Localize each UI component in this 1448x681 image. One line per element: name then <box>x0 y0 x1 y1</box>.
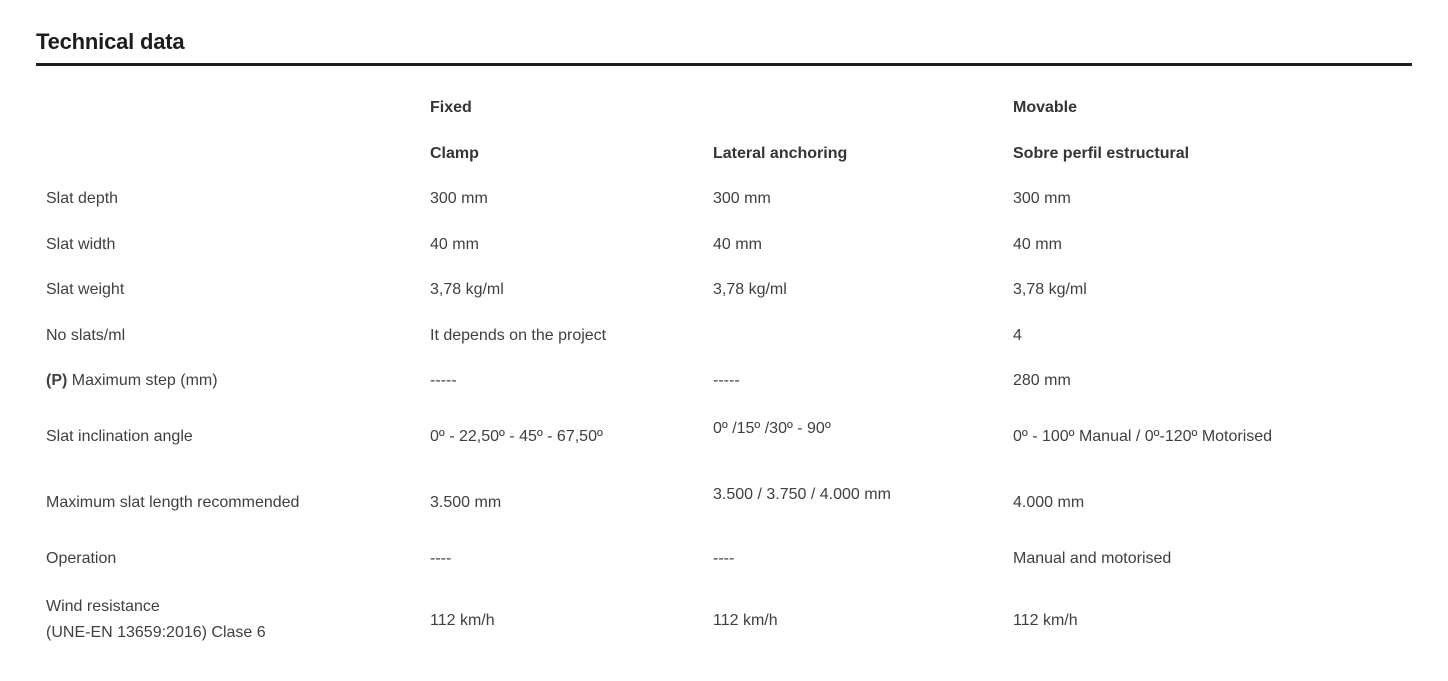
column-header-sobre-perfil-estructural: Sobre perfil estructural <box>1013 145 1190 162</box>
table-row-slat-weight <box>36 280 1412 299</box>
row-label-bold-prefix: (P) <box>46 372 68 389</box>
cell-clamp: 300 mm <box>430 190 488 207</box>
cell-movable: 0º - 100º Manual / 0º-120º Motorised <box>1013 428 1273 445</box>
cell-movable: 300 mm <box>1013 190 1071 207</box>
cell-clamp: ----- <box>430 372 457 389</box>
cell-lateral: 3,78 kg/ml <box>713 281 787 298</box>
column-header-spacer <box>36 144 430 163</box>
row-label: Slat width <box>46 236 116 253</box>
table-row-slat-depth <box>36 189 1412 208</box>
cell-movable: 40 mm <box>1013 236 1062 253</box>
cell-clamp: 112 km/h <box>430 611 495 629</box>
page-title: Technical data <box>36 29 185 54</box>
technical-data-section <box>36 0 1412 646</box>
cell-lateral: 300 mm <box>713 190 771 207</box>
table-row-slat-width <box>36 235 1412 254</box>
row-label <box>36 371 430 390</box>
table-column-header-row <box>36 144 1412 163</box>
row-label: Operation <box>46 550 117 567</box>
cell-lateral: 3.500 / 3.750 / 4.000 mm <box>713 486 891 503</box>
table-row-no-slats-ml <box>36 326 1412 345</box>
row-label: Slat inclination angle <box>46 428 193 445</box>
group-header-movable: Movable <box>1013 99 1078 116</box>
group-header-spacer-2 <box>713 98 1013 117</box>
cell-clamp: 40 mm <box>430 236 479 253</box>
cell-movable: 3,78 kg/ml <box>1013 281 1087 298</box>
row-label: Slat weight <box>46 281 125 298</box>
cell-lateral <box>713 326 1013 345</box>
table-row-wind-resistance <box>36 594 1412 646</box>
title-underline-rule <box>36 63 1412 66</box>
table-row-operation <box>36 549 1412 568</box>
cell-lateral: ---- <box>713 550 735 567</box>
cell-clamp: 3,78 kg/ml <box>430 281 504 298</box>
table-row-slat-inclination-angle <box>36 420 1412 446</box>
group-header-spacer <box>36 98 430 117</box>
row-label: Slat depth <box>46 190 119 207</box>
cell-movable: Manual and motorised <box>1013 550 1172 567</box>
row-label: No slats/ml <box>46 327 126 344</box>
cell-clamp: It depends on the project <box>430 327 607 344</box>
column-header-clamp: Clamp <box>430 145 479 162</box>
table-row-maximum-slat-length <box>36 486 1412 512</box>
cell-movable: 4 <box>1013 327 1022 344</box>
table-row-maximum-step <box>36 371 1412 390</box>
cell-movable: 112 km/h <box>1013 611 1078 629</box>
column-header-lateral-anchoring: Lateral anchoring <box>713 145 848 162</box>
cell-lateral: 0º /15º /30º - 90º <box>713 420 831 437</box>
cell-clamp: ---- <box>430 550 452 567</box>
table-group-header-row <box>36 98 1412 117</box>
cell-clamp: 0º - 22,50º - 45º - 67,50º <box>430 428 603 445</box>
cell-movable: 280 mm <box>1013 372 1071 389</box>
cell-lateral: 112 km/h <box>713 611 778 629</box>
cell-lateral: 40 mm <box>713 236 762 253</box>
cell-movable: 4.000 mm <box>1013 494 1085 511</box>
row-label-text: Maximum step (mm) <box>67 372 218 389</box>
cell-lateral: ----- <box>713 372 740 389</box>
cell-clamp: 3.500 mm <box>430 494 502 511</box>
group-header-fixed: Fixed <box>430 99 472 116</box>
row-label: Wind resistance (UNE-EN 13659:2016) Clase 6 <box>46 598 266 641</box>
row-label: Maximum slat length recommended <box>46 494 300 511</box>
